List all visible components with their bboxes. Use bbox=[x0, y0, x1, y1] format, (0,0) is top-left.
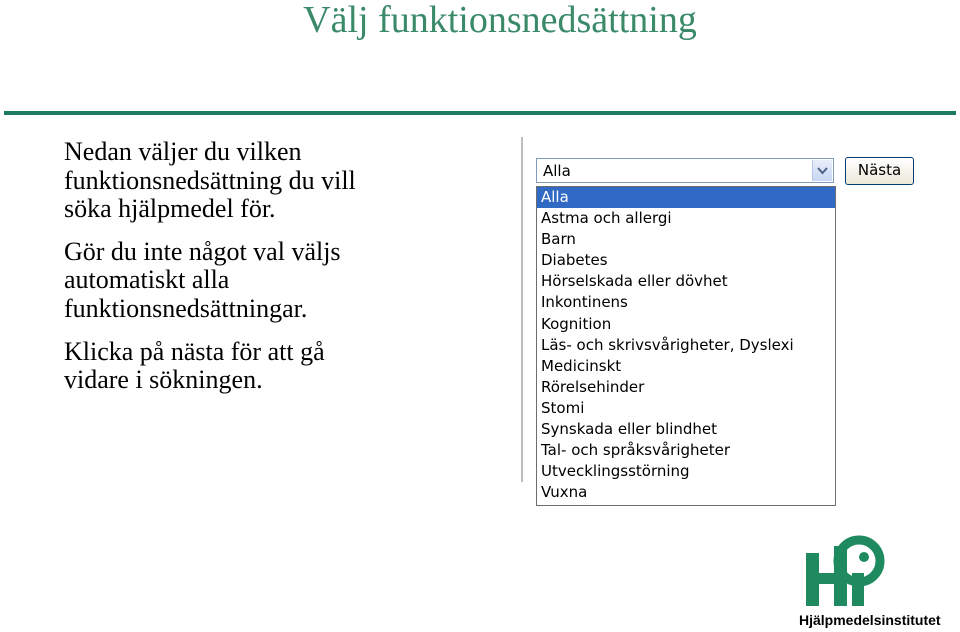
disability-select[interactable] bbox=[536, 158, 834, 183]
instruction-paragraph-2 bbox=[64, 238, 504, 324]
text-line: funktionsnedsättningar. bbox=[64, 293, 308, 323]
option-rorelsehinder[interactable]: Rörelsehinder bbox=[541, 377, 645, 396]
text-line: söka hjälpmedel för. bbox=[64, 194, 276, 224]
option-astma-och-allergi[interactable]: Astma och allergi bbox=[541, 209, 672, 228]
logo-wordmark: Hjälpmedelsinstitutet bbox=[799, 612, 941, 628]
text-line: Nedan väljer du vilken bbox=[64, 137, 302, 166]
select-value: Alla bbox=[543, 162, 571, 180]
logo-dot bbox=[859, 552, 869, 562]
option-stomi[interactable]: Stomi bbox=[541, 398, 585, 417]
screenshot-border bbox=[521, 137, 523, 482]
slide-title: Välj funktionsnedsättning bbox=[303, 0, 697, 41]
chevron-down-icon[interactable] bbox=[812, 160, 832, 181]
text-line: Gör du inte något val väljs bbox=[64, 236, 341, 266]
text-line: funktionsnedsättning du vill bbox=[64, 165, 356, 195]
next-button[interactable]: Nästa bbox=[845, 157, 914, 185]
title-divider bbox=[4, 111, 956, 115]
text-line: Klicka på nästa för att gå bbox=[64, 336, 325, 366]
disability-options-list bbox=[536, 186, 836, 506]
option-diabetes[interactable]: Diabetes bbox=[541, 251, 608, 270]
option-barn[interactable]: Barn bbox=[541, 230, 576, 249]
instruction-paragraph-3 bbox=[64, 338, 504, 395]
logo-h-right-top bbox=[834, 546, 847, 573]
text-line: vidare i sökningen. bbox=[64, 365, 263, 395]
option-tal-och-sprak[interactable]: Tal- och språksvårigheter bbox=[541, 441, 731, 460]
option-utvecklingsstorning[interactable]: Utvecklingsstörning bbox=[541, 462, 690, 481]
option-medicinskt[interactable]: Medicinskt bbox=[541, 356, 622, 375]
instruction-paragraph-1 bbox=[64, 138, 504, 224]
option-synskada[interactable]: Synskada eller blindhet bbox=[541, 420, 718, 439]
option-alla[interactable]: Alla bbox=[537, 187, 835, 208]
text-line: automatiskt alla bbox=[64, 265, 230, 295]
option-las-och-skrivsvarigheter[interactable]: Läs- och skrivsvårigheter, Dyslexi bbox=[541, 335, 794, 354]
instructions bbox=[64, 138, 504, 395]
option-kognition[interactable]: Kognition bbox=[541, 314, 612, 333]
option-vuxna[interactable]: Vuxna bbox=[541, 483, 588, 502]
option-inkontinens[interactable]: Inkontinens bbox=[541, 293, 628, 312]
option-horselskada[interactable]: Hörselskada eller dövhet bbox=[541, 272, 728, 291]
